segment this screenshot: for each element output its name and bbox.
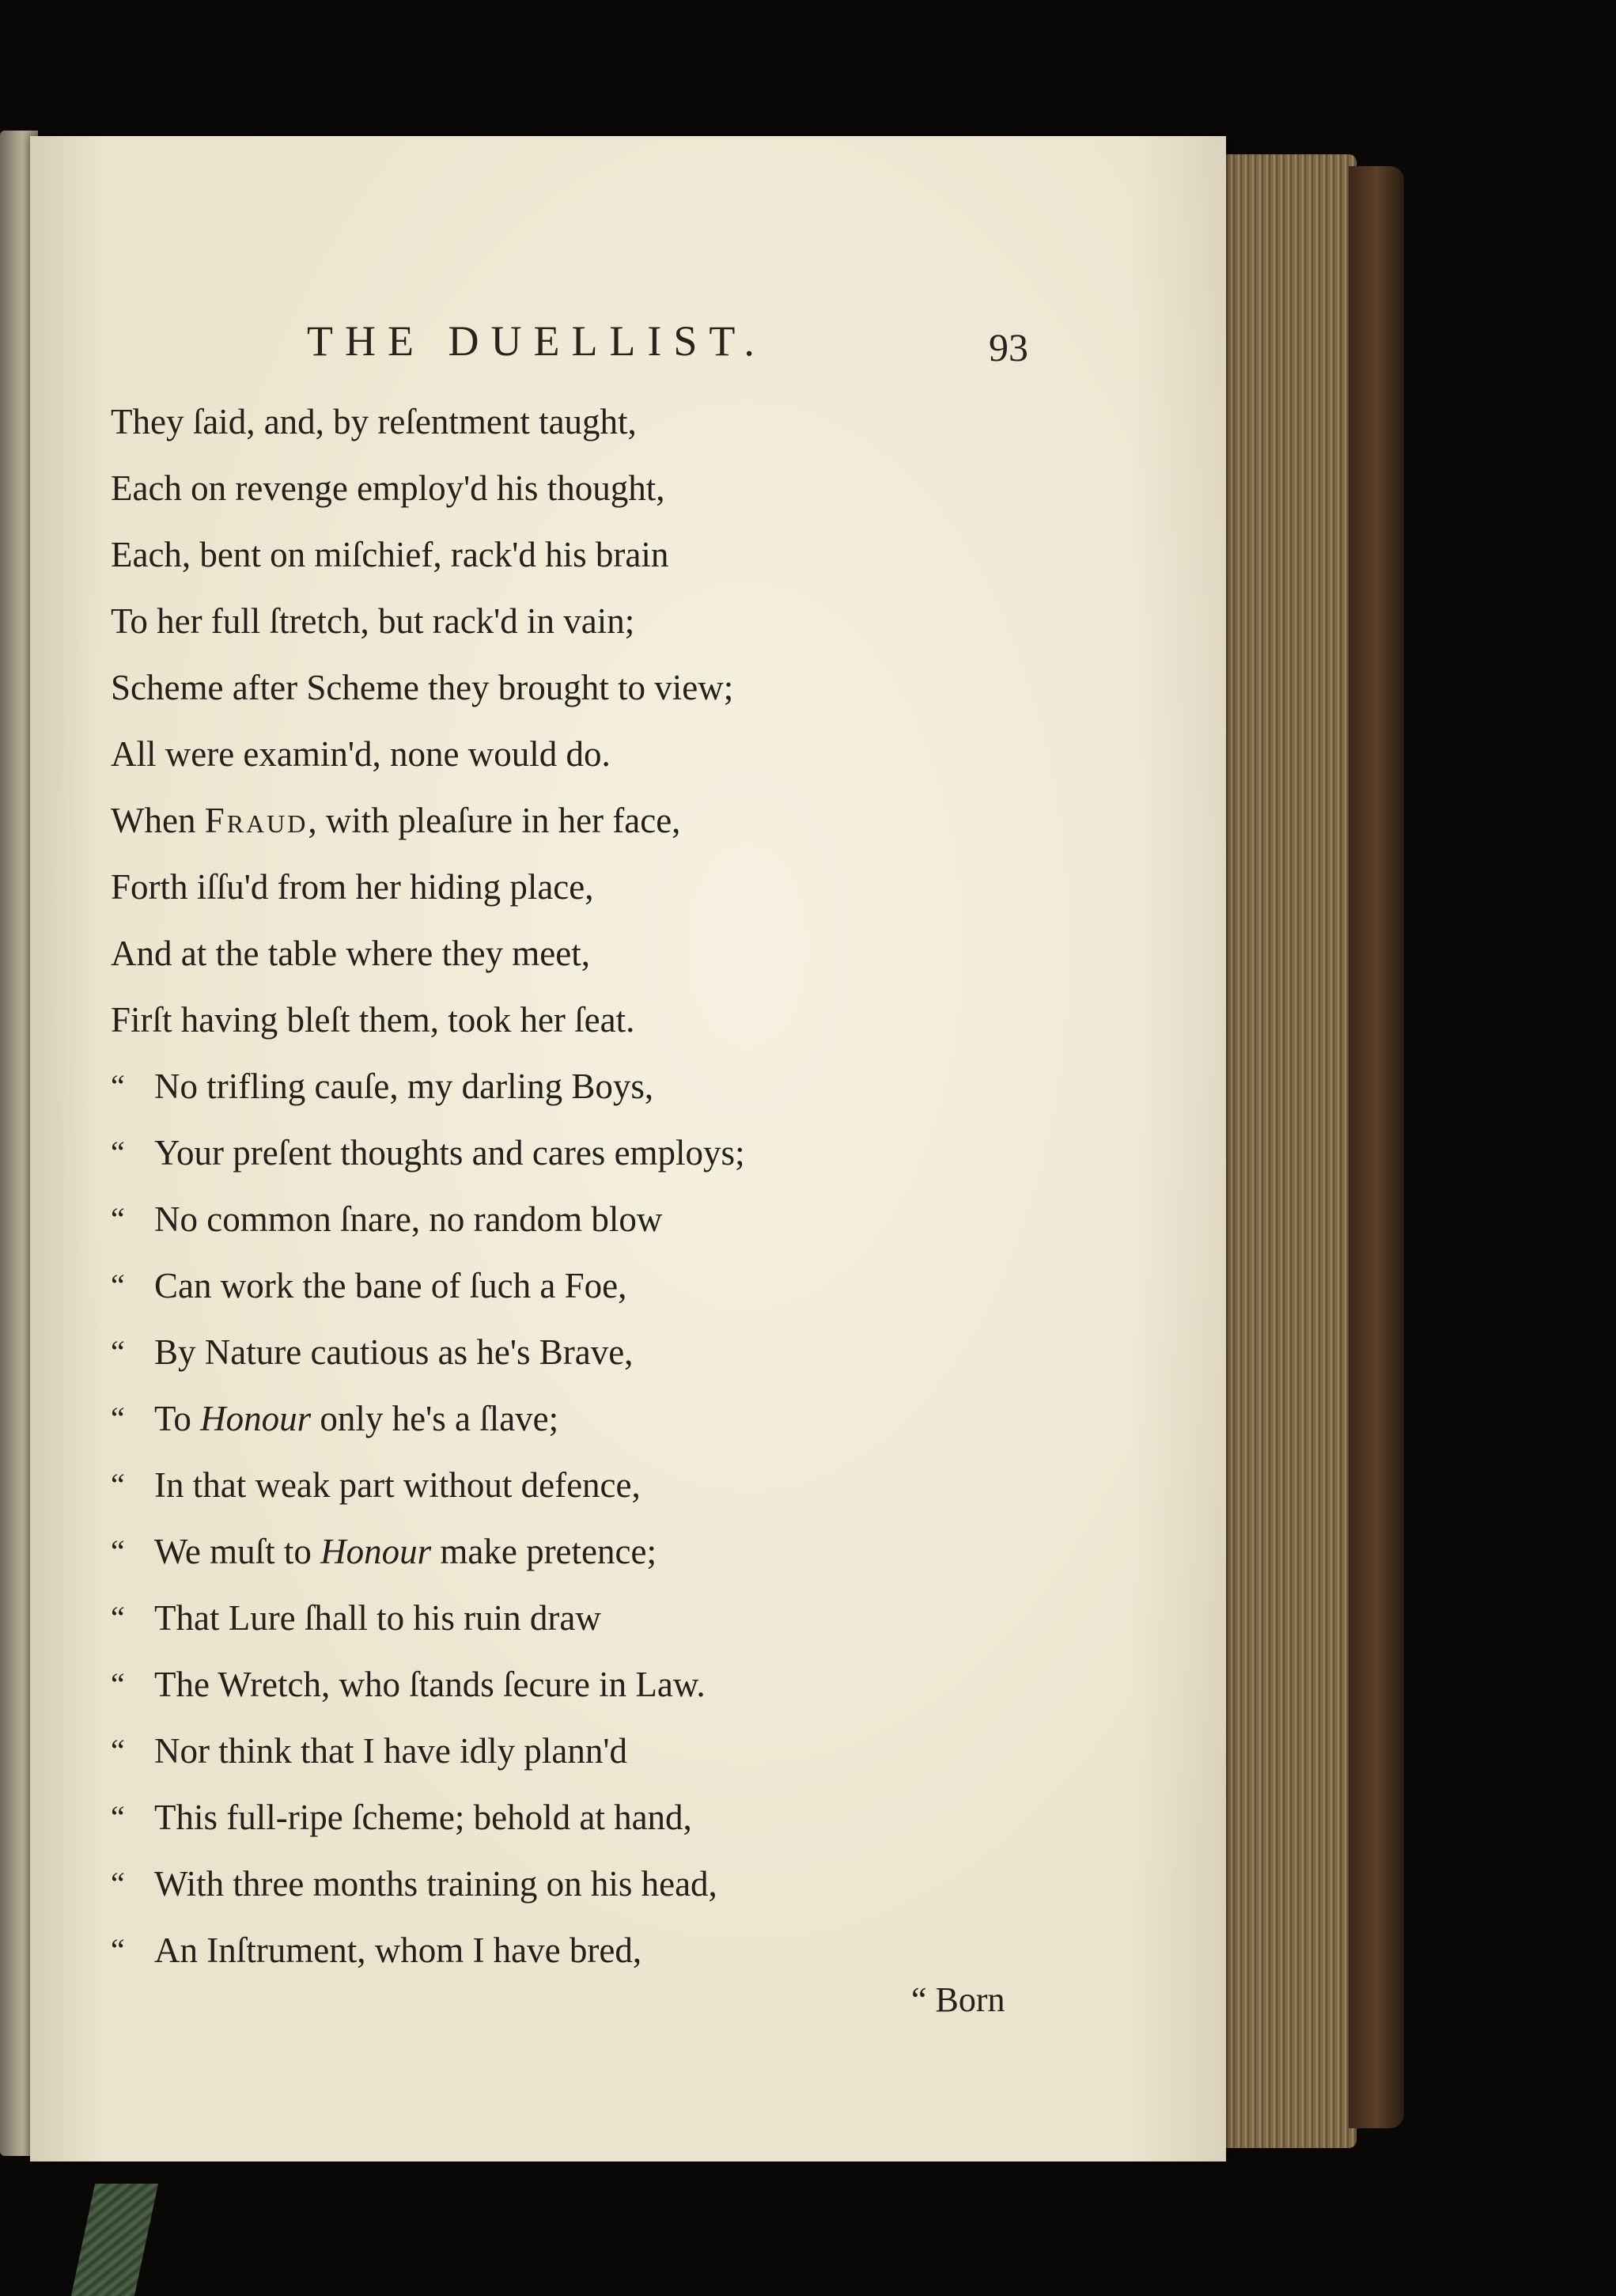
poem-line: And at the table where they meet, <box>111 934 591 973</box>
quote-mark: “ <box>111 1334 125 1370</box>
quote-mark: “ <box>111 1666 125 1702</box>
poem-line: Can work the bane of ſuch a Foe, <box>154 1266 627 1305</box>
poem-line: To her full ſtretch, but rack'd in vain; <box>111 601 635 641</box>
poem-line: This full-ripe ſcheme; behold at hand, <box>154 1798 692 1837</box>
fraud-smallcaps: Fraud <box>204 801 308 840</box>
quote-mark: “ <box>111 1600 125 1635</box>
poem-line: All were examin'd, none would do. <box>111 734 611 774</box>
quote-mark: “ <box>111 1932 125 1968</box>
poem-line: By Nature cautious as he's Brave, <box>154 1332 634 1372</box>
poem-line: That Lure ſhall to his ruin draw <box>154 1598 601 1638</box>
quote-mark: “ <box>111 1733 125 1768</box>
poem-line: Forth iſſu'd from her hiding place, <box>111 867 594 907</box>
quote-mark: “ <box>111 1267 125 1303</box>
poem-line: No trifling cauſe, my darling Boys, <box>154 1067 654 1106</box>
quote-mark: “ <box>111 1201 125 1237</box>
poem-line: Firſt having bleſt them, took her ſeat. <box>111 1000 635 1040</box>
honour-italic: Honour <box>320 1532 432 1571</box>
poem-line: Scheme after Scheme they brought to view; <box>111 668 734 707</box>
honour-italic: Honour <box>200 1399 312 1438</box>
poem-line: Each, bent on miſchief, rack'd his brain <box>111 535 669 574</box>
quote-mark: “ <box>111 1400 125 1436</box>
quote-mark: “ <box>111 1799 125 1835</box>
poem-line: Nor think that I have idly plann'd <box>154 1731 627 1771</box>
poem-line: Each on revenge employ'd his thought, <box>111 468 665 508</box>
book-cover-edge <box>1349 166 1404 2128</box>
quote-mark: “ <box>111 1467 125 1502</box>
poem-line: The Wretch, who ſtands ſecure in Law. <box>154 1665 706 1704</box>
catchword: “ Born <box>911 1980 1005 2019</box>
poem-line: They ſaid, and, by reſentment taught, <box>111 402 637 441</box>
page-number: 93 <box>989 325 1028 369</box>
bookmark-ribbon <box>71 2184 158 2296</box>
poem-line: No common ſnare, no random blow <box>154 1199 663 1239</box>
quote-mark: “ <box>111 1068 125 1104</box>
quote-mark: “ <box>111 1866 125 1901</box>
poem-line: With three months training on his head, <box>154 1864 717 1904</box>
poem-line: In that weak part without defence, <box>154 1465 641 1505</box>
poem-line: An Inſtrument, whom I have bred, <box>154 1930 642 1970</box>
poem-line: Your preſent thoughts and cares employs; <box>154 1133 745 1173</box>
quote-mark: “ <box>111 1533 125 1569</box>
running-head: THE DUELLIST. <box>307 317 766 365</box>
quote-mark: “ <box>111 1135 125 1170</box>
poem-line: When Fraud, with pleaſure in her face, <box>111 801 681 840</box>
book-fore-edge <box>1222 154 1357 2148</box>
poem-line: To Honour only he's a ſlave; <box>154 1399 559 1438</box>
poem-line: We muſt to Honour make pretence; <box>154 1532 657 1571</box>
